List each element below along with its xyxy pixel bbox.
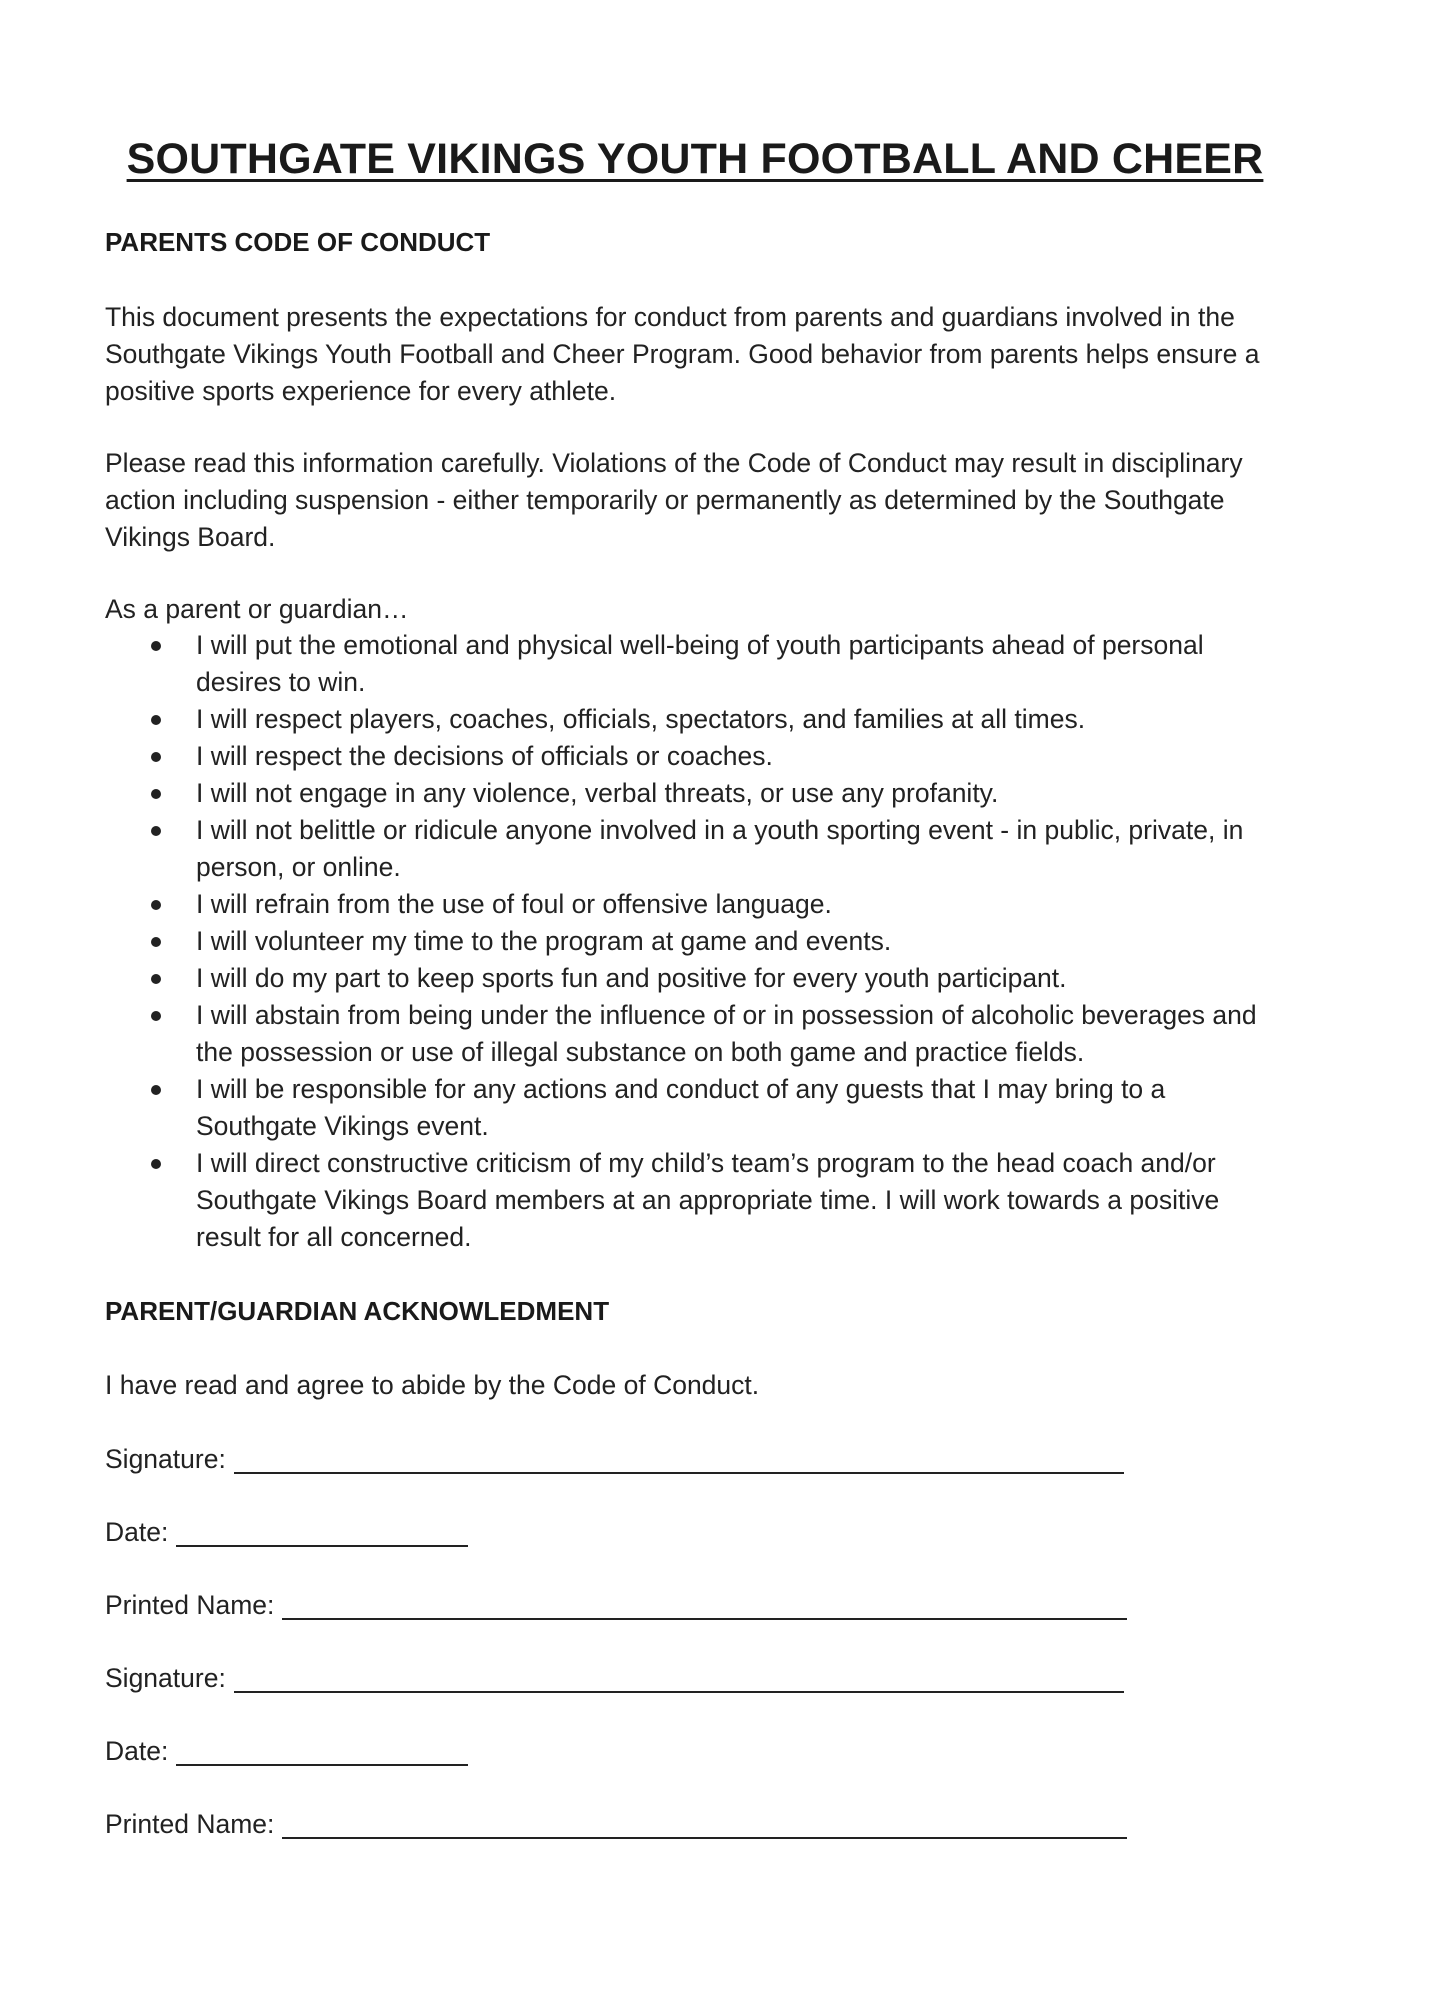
bullet-icon — [151, 826, 161, 836]
intro-paragraph: This document presents the expectations for conduct from parents and guardians involved in the Southgate Vikings Youth Football and Cheer Program. Good behavior from parents helps ensure a positive sports experience for every athlete. — [105, 302, 1260, 406]
pledge-text: I will put the emotional and physical well-being of youth participants ahead of personal desires to win. — [196, 630, 1204, 697]
pledge-text: I will do my part to keep sports fun and positive for every youth participant. — [196, 963, 1067, 993]
bullet-icon — [151, 1085, 161, 1095]
bullet-icon — [151, 789, 161, 799]
pledge-text: I will volunteer my time to the program at game and events. — [196, 926, 892, 956]
acknowledgement-heading: PARENT/GUARDIAN ACKNOWLEDMENT — [105, 1296, 610, 1326]
bullet-icon — [151, 641, 161, 651]
section-heading: PARENTS CODE OF CONDUCT — [105, 227, 491, 257]
pledge-text: I will not engage in any violence, verbal threats, or use any profanity. — [196, 778, 999, 808]
signature-line[interactable] — [234, 1446, 1124, 1474]
list-item — [105, 997, 1285, 1071]
date-line[interactable] — [176, 1519, 468, 1547]
bullet-icon — [151, 974, 161, 984]
pledge-text: I will be responsible for any actions and conduct of any guests that I may bring to a Southgate Vikings event. — [196, 1074, 1166, 1141]
bullet-icon — [151, 900, 161, 910]
list-item — [105, 886, 1285, 923]
list-item — [105, 923, 1285, 960]
date-field-2[interactable] — [105, 1732, 468, 1770]
date-label: Date: — [105, 1736, 169, 1766]
signature-field-2[interactable] — [105, 1659, 1124, 1697]
bullet-icon — [151, 715, 161, 725]
signature-label: Signature: — [105, 1663, 226, 1693]
list-item — [105, 701, 1285, 738]
bullet-icon — [151, 1011, 161, 1021]
list-item — [105, 738, 1285, 775]
signature-line[interactable] — [234, 1665, 1124, 1693]
pledge-text: I will refrain from the use of foul or offensive language. — [196, 889, 832, 919]
printed-name-label: Printed Name: — [105, 1809, 275, 1839]
pledge-text: I will abstain from being under the influence of or in possession of alcoholic beverages and the possession or use of illegal substance on both game and practice fields. — [196, 1000, 1257, 1067]
date-label: Date: — [105, 1517, 169, 1547]
bullet-icon — [151, 1159, 161, 1169]
list-item — [105, 960, 1285, 997]
date-field-1[interactable] — [105, 1513, 468, 1551]
printed-name-field-1[interactable] — [105, 1586, 1127, 1624]
printed-name-label: Printed Name: — [105, 1590, 275, 1620]
printed-name-field-2[interactable] — [105, 1805, 1127, 1843]
warning-paragraph: Please read this information carefully. Violations of the Code of Conduct may result in disciplinary action including suspension - either temporarily or permanently as determined by the Southgate Vikings Board. — [105, 448, 1243, 552]
list-item — [105, 812, 1285, 886]
signature-field-1[interactable] — [105, 1440, 1124, 1478]
list-item — [105, 775, 1285, 812]
list-item — [105, 1145, 1285, 1256]
bullet-icon — [151, 752, 161, 762]
pledge-intro: As a parent or guardian… — [105, 594, 409, 624]
list-item — [105, 627, 1285, 701]
date-line[interactable] — [176, 1738, 468, 1766]
printed-name-line[interactable] — [282, 1592, 1127, 1620]
acknowledgement-text: I have read and agree to abide by the Code of Conduct. — [105, 1370, 760, 1400]
list-item — [105, 1071, 1285, 1145]
printed-name-line[interactable] — [282, 1811, 1127, 1839]
pledge-text: I will respect players, coaches, officials, spectators, and families at all times. — [196, 704, 1086, 734]
signature-label: Signature: — [105, 1444, 226, 1474]
pledge-text: I will respect the decisions of officials or coaches. — [196, 741, 773, 771]
bullet-icon — [151, 937, 161, 947]
pledge-text: I will direct constructive criticism of my child’s team’s program to the head coach and/or Southgate Vikings Board members at an appropriate time. I will work towards a positive result for all concerned. — [196, 1148, 1220, 1252]
pledge-text: I will not belittle or ridicule anyone involved in a youth sporting event - in public, private, in person, or online. — [196, 815, 1244, 882]
document-title: SOUTHGATE VIKINGS YOUTH FOOTBALL AND CHEER — [126, 135, 1264, 183]
pledge-list — [105, 627, 1285, 1256]
